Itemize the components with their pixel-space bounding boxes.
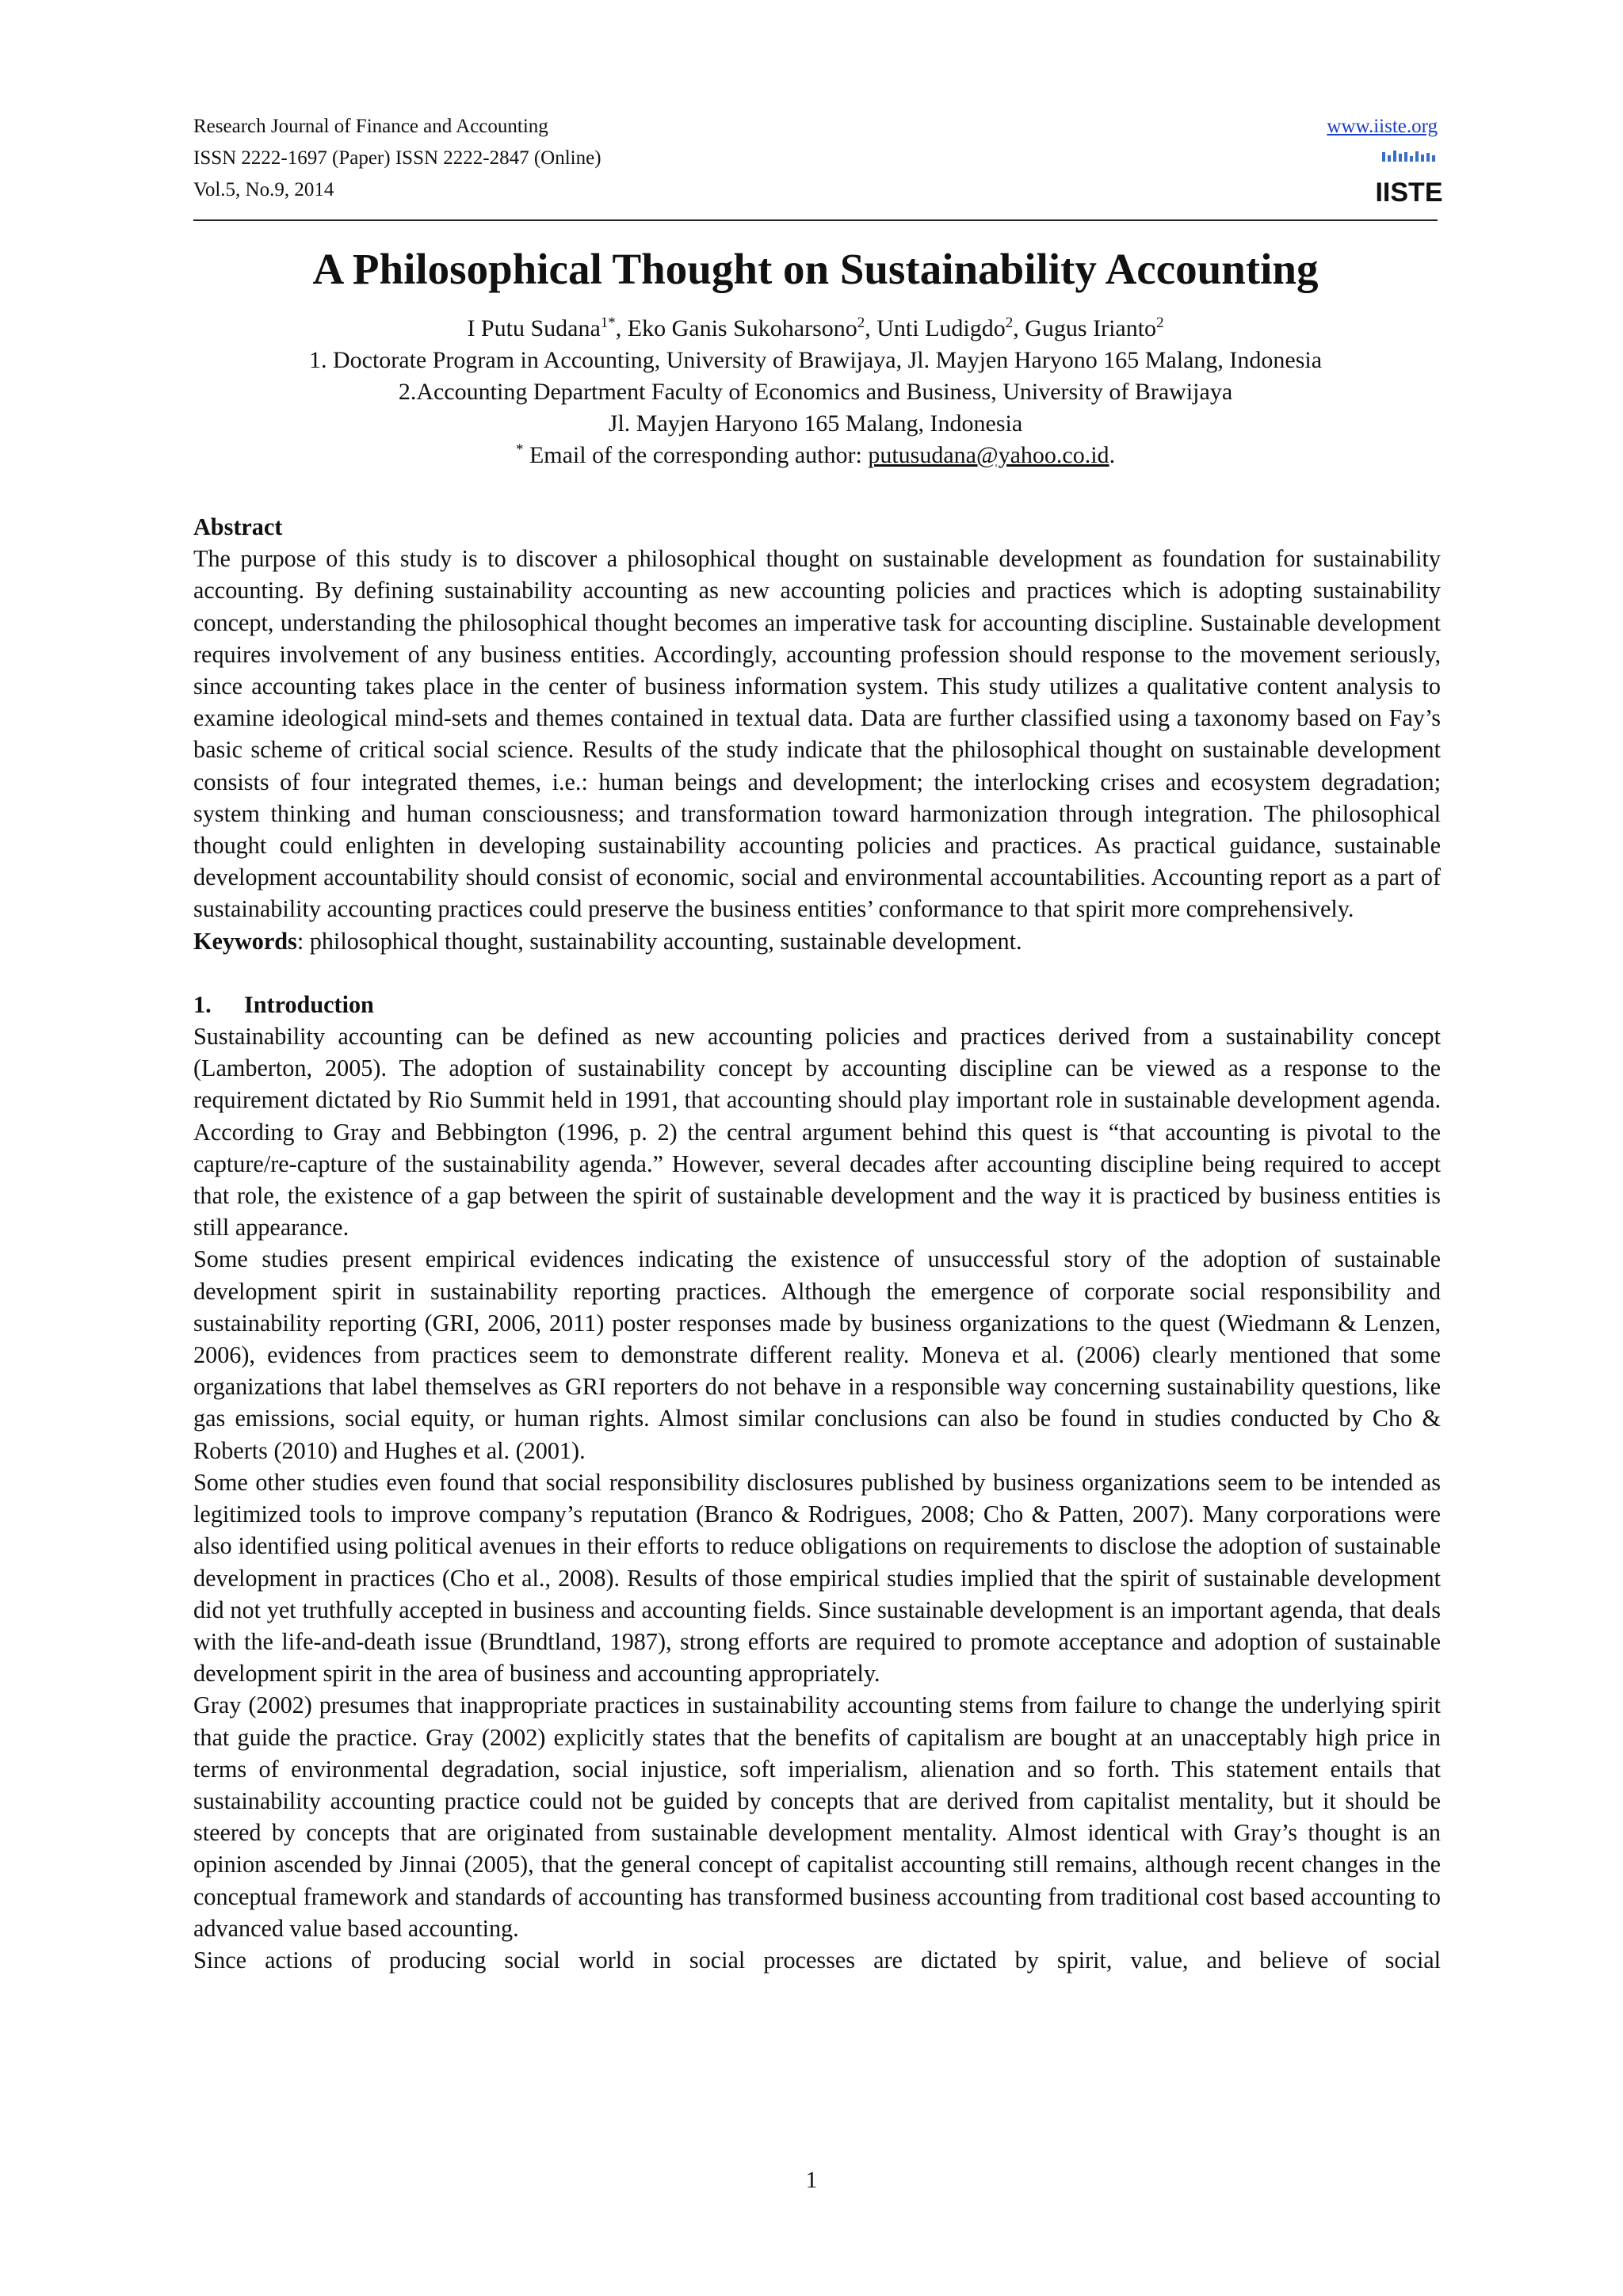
email-asterisk: * bbox=[515, 441, 524, 458]
author-affiliation-mark: 1* bbox=[600, 315, 616, 331]
journal-volume: Vol.5, No.9, 2014 bbox=[193, 179, 334, 200]
intro-paragraph-5: Since actions of producing social world in social processes are dictated by spirit, value, and believe of social bbox=[193, 1946, 1441, 1974]
affiliation-2-address: Jl. Mayjen Haryono 165 Malang, Indonesia bbox=[608, 410, 1023, 437]
journal-masthead bbox=[193, 111, 1443, 214]
email-period: . bbox=[1109, 442, 1116, 468]
journal-website-link[interactable]: www.iiste.org bbox=[1327, 116, 1438, 137]
journal-name: Research Journal of Finance and Accounting bbox=[193, 116, 548, 137]
paper-body bbox=[193, 511, 1441, 1976]
author-name: I Putu Sudana bbox=[467, 315, 601, 341]
affiliation-1: 1. Doctorate Program in Accounting, University of Brawijaya, Jl. Mayjen Haryono 165 Malang, Indonesia bbox=[308, 347, 1323, 373]
intro-paragraph-4: Gray (2002) presumes that inappropriate practices in sustainability accounting stems from failure to change the underlying spirit that guide the practice. Gray (2002) explicitly states that the benefits of capitalism are bought at an unacceptably high price in terms of environmental degradation, social injustice, soft imperialism, alienation and so forth. This statement entails that sustainability accounting practice could not be guided by concepts that are derived from capitalist mentality, but it should be steered by concepts that are originated from sustainable development mentality. Almost identical with Gray’s thought is an opinion ascended by Jinnai (2005), that the general concept of capitalist accounting still remains, although recent changes in the conceptual framework and standards of accounting has transformed business accounting from traditional cost based accounting to advanced value based accounting. bbox=[193, 1691, 1441, 1942]
journal-info bbox=[193, 111, 1438, 206]
intro-paragraph-1: Sustainability accounting can be defined as new accounting policies and practices derived from a sustainability concept (Lamberton, 2005). The adoption of sustainability concept by accounting discipline can be viewed as a response to the requirement dictated by Rio Summit held in 1991, that accounting should play important role in sustainable development agenda. According to Gray and Bebbington (1996, p. 2) the central argument behind this quest is “that accounting is pivotal to the capture/re-capture of the sustainability agenda.” However, several decades after accounting discipline being required to accept that role, the existence of a gap between the spirit of sustainable development and the way it is practiced by business entities is still appearance. bbox=[193, 1023, 1441, 1241]
svg-text:IISTE: IISTE bbox=[1375, 177, 1443, 208]
header-divider bbox=[193, 219, 1438, 221]
email-link[interactable]: putusudana@yahoo.co.id bbox=[868, 442, 1109, 468]
section-number: 1. bbox=[193, 990, 212, 1018]
section-title: Introduction bbox=[244, 990, 374, 1018]
paper-title: A Philosophical Thought on Sustainability Accounting bbox=[312, 245, 1319, 293]
intro-paragraph-3: Some other studies even found that social responsibility disclosures published by business organizations seem to be intended as legitimized tools to improve company’s reputation (Branco & Rodrigues, 2008; Cho & Patten, 2007). Many corporations were also identified using political avenues in their efforts to reduce obligations on requirements to disclose the adoption of sustainable development in practices (Cho et al., 2008). Results of those empirical studies implied that the spirit of sustainable development did not yet truthfully accepted in business and accounting fields. Since sustainable development is an important agenda, that deals with the life-and-death issue (Brundtland, 1987), strong efforts are required to promote acceptance and adoption of sustainable development spirit in the area of business and accounting appropriately. bbox=[193, 1468, 1441, 1688]
author-block bbox=[193, 313, 1438, 471]
corresponding-email bbox=[193, 440, 1438, 471]
iiste-logo-icon bbox=[1375, 151, 1443, 211]
page-number: 1 bbox=[805, 2167, 818, 2193]
keywords bbox=[193, 925, 1441, 957]
keywords-label: Keywords bbox=[193, 927, 297, 955]
author-affiliation-mark: 2 bbox=[1156, 315, 1164, 331]
author-name: , Unti Ludigdo bbox=[865, 315, 1006, 341]
abstract-heading: Abstract bbox=[193, 513, 283, 540]
author-name: , Eko Ganis Sukoharsono bbox=[615, 315, 857, 341]
intro-paragraph-2: Some studies present empirical evidences indicating the existence of unsuccessful story of the adoption of sustainable development spirit in sustainability reporting practices. Although the emergence of corporate social responsibility and sustainability reporting (GRI, 2006, 2011) poster responses made by business organizations to the quest (Wiedmann & Lenzen, 2006), evidences from practices seem to demonstrate different reality. Moneva et al. (2006) clearly mentioned that some organizations that label themselves as GRI reporters do not behave in a responsible way concerning sustainability questions, like gas emissions, social equity, or human rights. Almost similar conclusions can also be found in studies conducted by Cho & Roberts (2010) and Hughes et al. (2001). bbox=[193, 1245, 1441, 1464]
author-list bbox=[193, 313, 1438, 345]
author-affiliation-mark: 2 bbox=[1005, 315, 1014, 331]
affiliation-2: 2.Accounting Department Faculty of Economics and Business, University of Brawijaya bbox=[398, 379, 1233, 405]
introduction-heading bbox=[193, 989, 1441, 1020]
abstract-text: The purpose of this study is to discover a philosophical thought on sustainable development as foundation for sustainability accounting. By defining sustainability accounting as new accounting policies and practices which is adopting sustainability concept, understanding the philosophical thought becomes an imperative task for accounting discipline. Sustainable development requires involvement of any business entities. Accordingly, accounting profession should response to the movement seriously, since accounting takes place in the center of business information system. This study utilizes a qualitative content analysis to examine ideological mind-sets and themes contained in textual data. Data are further classified using a taxonomy based on Fay’s basic scheme of critical social science. Results of the study indicate that the philosophical thought on sustainable development consists of four integrated themes, i.e.: human beings and development; the interlocking crises and ecosystem degradation; system thinking and human consciousness; and transformation toward harmonization through integration. The philosophical thought could enlighten in developing sustainability accounting policies and practices. As practical guidance, sustainable development accountability should consist of economic, social and environmental accountabilities. Accounting report as a part of sustainability accounting practices could preserve the business entities’ conformance to that spirit more comprehensively. bbox=[193, 545, 1441, 923]
keywords-text: : philosophical thought, sustainability accounting, sustainable development. bbox=[296, 927, 1022, 955]
email-label: Email of the corresponding author: bbox=[523, 442, 869, 468]
author-affiliation-mark: 2 bbox=[857, 315, 865, 331]
author-name: , Gugus Irianto bbox=[1013, 315, 1157, 341]
journal-issn: ISSN 2222-1697 (Paper) ISSN 2222-2847 (Online) bbox=[193, 147, 601, 169]
section-spacer bbox=[193, 957, 1441, 989]
